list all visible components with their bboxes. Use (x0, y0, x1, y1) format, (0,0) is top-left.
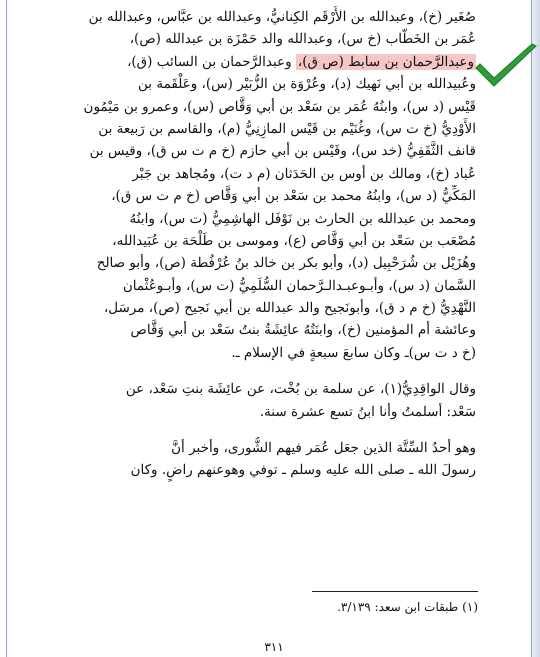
checkmark-icon-stroke (476, 44, 536, 86)
text-line: النَّهْدِيُّ (خ م د ق)، وأبونَجيح والد عبدالله بن أبي نَجيح (ص)، مرسَل، (103, 300, 476, 317)
checkmark-icon (470, 42, 540, 94)
text-line: وهو أحدُ السِّتَّة الذين جعَل عُمَر فيهم الشُّورى، وأخبر أنَّ (171, 440, 476, 457)
text-line: مُصْعَب بن سَعْد بن أبي وَقَّاص (ع)، وموسى بن طَلْحَة بن عُبَيدالله، (112, 232, 476, 249)
text-line: (خ د ت س)ـ وكان سابعَ سبعةٍ في الإسلام ـ. (231, 344, 476, 361)
text-line: وعُبيدالله بن أبي نَهيك (د)، وعُرْوَة بن الزُّبَيْر (س)، وعَلْقَمة بن (138, 76, 476, 93)
highlighted-narrator: وعبدالرَّحمان بن سابط (ص ق)، (297, 53, 474, 70)
page-number: ٣١١ (264, 640, 284, 654)
text-span: وعبدالرَّحمان بن السائب (ق)، (127, 53, 296, 70)
text-line: الأَوْدِيُّ (خ ت س)، وغُنَيْم بن قَيْس المازِنِيُّ (م)، والقاسم بن رَبيعة بن (98, 120, 476, 137)
highlighted-line (56, 51, 476, 73)
text-line: عُباد (خ)، ومالك بن أوس بن الحَدَثان (م د ت)، ومُجاهد بن جَبْر (132, 165, 476, 182)
text-line: وقال الواقِدِيُّ(١)، عن سلمة بن بُخْت، عن عائِشَة بنتِ سَعْد، عن (125, 381, 476, 398)
text-line: قانف الثَّقَفِيُّ (خد س)، وقَيْس بن أبي حازم (خ م ت س ق)، وقيس بن (89, 143, 476, 160)
text-line: السَّمان (د س)، وأبـوعبـدالـرَّحمان السُّلَمِيُّ (ت س)، وأبـوعُثْمان (122, 277, 476, 294)
text-line: المَكِّيُّ (د س)، وابنُهُ محمد بن سَعْد بن أبي وَقَّاص (خ م ت س ق)، (111, 188, 476, 205)
footnote-divider (312, 591, 478, 592)
text-line: عُمَر بن الخَطَّاب (خ س)، وعبدالله والد حَمْزَة بن عبدالله (ص)، (129, 31, 476, 48)
text-line: قَيْس (د س)، وابنُهُ عُمَر بن سَعْد بن أبي وَقَّاص (س)، وعمرو بن مَيْمُون (83, 98, 476, 115)
document-body (56, 6, 476, 482)
footnote: (١) طبقات ابن سعد: ٣/١٣٩. (337, 600, 478, 614)
window-edge (532, 0, 540, 657)
text-line: ومحمد بن عبدالله بن الحارث بن نَوْفَل الهاشِمِيُّ (ت س)، وابنُهُ (129, 210, 476, 227)
text-line: سَعْد: أسلمتُ وأنا ابنُ تسع عشرة سنة. (259, 403, 476, 420)
text-line: صُغَير (خ)، وعبدالله بن الأُرْقَم الكِنانيُّ، وعبدالله بن عبَّاس، وعبدالله بن (88, 9, 476, 25)
text-line: وعائشة أم المؤمنين (خ)، وابنَتُهُ عائِشَةُ بنتُ سَعْد بن أبي وَقَّاص (130, 322, 476, 339)
text-line: رسولَ الله ـ صلى الله عليه وسلم ـ توفي وهوعنهم راضٍ. وكان (130, 462, 476, 479)
text-line: وهُزَيْل بن شُرَحْبِيل (د)، وأبو بكر بن خالد بنُ عُرْفُطة (ص)، وأبو صالح (96, 255, 476, 272)
